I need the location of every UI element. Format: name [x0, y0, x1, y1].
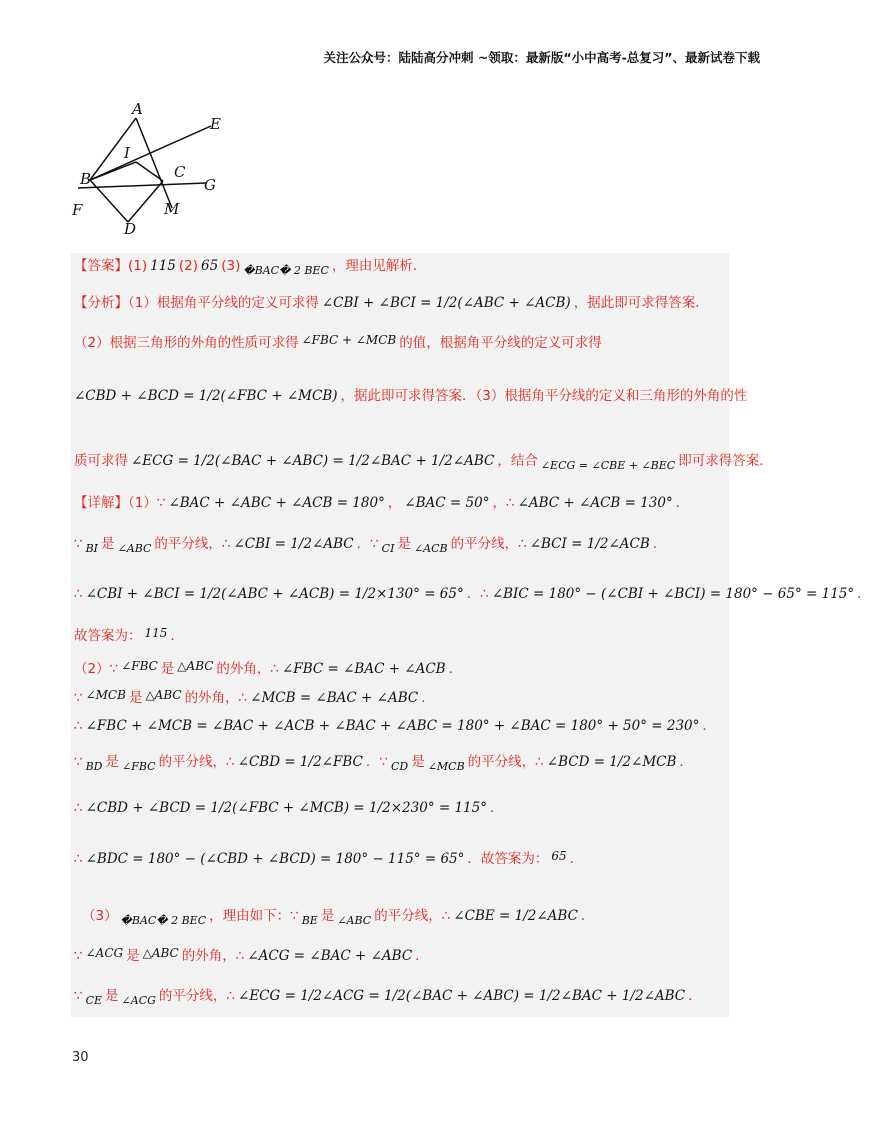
math-expression: ∠MCB [85, 687, 126, 702]
label-a: A [132, 100, 143, 118]
explanation-text: 是 [128, 690, 143, 706]
explanation-text: 是 [105, 754, 119, 770]
explanation-text: 的平分线，∴ [154, 536, 231, 552]
line-a-m [136, 118, 172, 208]
math-expression: △ABC [142, 945, 179, 960]
solution-line [74, 625, 184, 644]
explanation-text: 的外角，∴ [216, 661, 280, 677]
explanation-text: 【答案】(1) [74, 258, 148, 274]
label-m: M [164, 200, 180, 218]
solution-line [74, 332, 602, 351]
math-expression: ∠ACG [121, 994, 156, 1008]
explanation-text: 是 [320, 908, 335, 924]
explanation-text: (2) [178, 258, 199, 274]
explanation-text: ． [679, 754, 693, 770]
explanation-text: ，据此即可求得答案．（3）根据角平分线的定义和三角形的外角的性 [340, 388, 748, 404]
math-expression: ∠CBI + ∠BCI = 1/2(∠ABC + ∠ACB) = 1/2×130° = 65° [85, 586, 464, 602]
solution-line [74, 848, 584, 867]
explanation-text: ． [688, 988, 702, 1004]
label-b: B [80, 170, 92, 188]
math-expression: ∠FBC [121, 658, 158, 673]
solution-line [74, 258, 427, 278]
math-expression: ∠FBC [122, 760, 156, 774]
math-expression: ∠BIC = 180° − (∠CBI + ∠BCI) = 180° − 65° = 115° [491, 586, 855, 602]
math-expression: ∠MCB [427, 760, 465, 774]
label-e: E [210, 115, 221, 133]
math-expression: ∠CBD = 1/2∠FBC [237, 754, 363, 770]
label-i: I [124, 144, 130, 162]
math-expression: ∠CBE = 1/2∠ABC [453, 908, 578, 924]
math-expression: CI [381, 542, 395, 556]
explanation-text: 是 [101, 536, 115, 552]
solution-line [74, 720, 716, 734]
math-expression: ∠CBD + ∠BCD = 1/2(∠FBC + ∠MCB) [74, 388, 338, 404]
label-f: F [72, 201, 83, 219]
explanation-text: （2）∵ [74, 661, 119, 677]
solution-line [82, 908, 595, 928]
explanation-text: ．∴ [466, 586, 489, 602]
explanation-text: (3) [221, 258, 241, 274]
solution-line [74, 297, 709, 311]
math-expression: ∠ACG = ∠BAC + ∠ABC [247, 948, 413, 964]
math-expression: △ABC [177, 658, 214, 673]
math-expression: BI [85, 542, 99, 556]
math-expression: ∠ACG [85, 945, 124, 960]
solution-line [74, 658, 463, 677]
explanation-text: 的平分线，∴ [158, 988, 236, 1004]
line-d-c [128, 181, 163, 222]
explanation-text: ． [421, 690, 435, 706]
label-g: G [204, 176, 216, 194]
explanation-text: ，据此即可求得答案． [573, 295, 709, 311]
explanation-text: ∴ [74, 800, 83, 816]
solution-line [74, 988, 702, 1008]
math-expression: ∠BAC + ∠ABC + ∠ACB = 180° [168, 495, 385, 511]
explanation-text: ．∵ [356, 536, 379, 552]
explanation-text: ． [675, 495, 690, 511]
math-expression: ∠CBI = 1/2∠ABC [233, 536, 354, 552]
explanation-text: ∴ [74, 586, 83, 602]
label-c: C [174, 163, 186, 181]
explanation-text: 故答案为： [74, 628, 142, 644]
explanation-text: ． [489, 800, 504, 816]
solution-line [74, 945, 429, 964]
math-expression: ∠FBC = ∠BAC + ∠ACB [282, 661, 446, 677]
page-header: 关注公众号：陆陆高分冲刺 ~领取：最新版“小中高考-总复习”、最新试卷下载 [323, 50, 760, 65]
explanation-text: 的外角，∴ [181, 948, 245, 964]
explanation-text: ∴ [74, 851, 83, 867]
solution-line [74, 687, 435, 706]
explanation-text: ， [387, 495, 402, 511]
explanation-text: ，∴ [492, 495, 515, 511]
label-d: D [124, 220, 137, 238]
explanation-text: 的值，根据角平分线的定义可求得 [399, 335, 602, 351]
solution-line [74, 390, 747, 404]
explanation-text: 【详解】（1）∵ [74, 495, 166, 511]
math-expression: CE [85, 994, 103, 1008]
explanation-text: ． [569, 851, 584, 867]
explanation-text: 质可求得 [74, 453, 128, 469]
explanation-text: ，结合 [497, 453, 538, 469]
explanation-text: ∴ [74, 718, 83, 734]
explanation-text: 的平分线，∴ [450, 536, 527, 552]
math-expression: 65 [551, 848, 567, 863]
math-expression: △ABC [145, 687, 182, 702]
explanation-text: ． [448, 661, 463, 677]
explanation-text: 是 [411, 754, 425, 770]
page-number: 30 [72, 1050, 89, 1065]
math-expression: ∠BCI = 1/2∠ACB [529, 536, 650, 552]
solution-line [74, 453, 773, 473]
explanation-text: 即可求得答案． [678, 453, 773, 469]
math-expression: BD [85, 760, 103, 774]
math-expression: 115 [144, 625, 168, 640]
math-expression: ∠ECG = ∠CBE + ∠BEC [540, 459, 676, 473]
math-expression: ∠BAC = 50° [404, 495, 490, 511]
solution-line [74, 802, 503, 816]
math-expression: ∠BCD = 1/2∠MCB [546, 754, 677, 770]
math-expression: �BAC� 2 BEC [120, 914, 207, 928]
explanation-text: （2）根据三角形的外角的性质可求得 [74, 335, 299, 351]
explanation-text: ．故答案为： [467, 851, 549, 867]
math-expression: ∠CBI + ∠BCI = 1/2(∠ABC + ∠ACB) [321, 295, 571, 311]
explanation-text: ． [580, 908, 595, 924]
explanation-text: 是 [126, 948, 140, 964]
explanation-text: ． [170, 628, 184, 644]
explanation-text: 的平分线，∴ [467, 754, 544, 770]
math-expression: ∠ACB [413, 542, 448, 556]
explanation-text: ． [652, 536, 667, 552]
explanation-text: ∵ [74, 948, 83, 964]
math-expression: ∠ABC [117, 542, 152, 556]
explanation-text: ∵ [74, 690, 83, 706]
math-expression: BE [301, 914, 318, 928]
explanation-text: ∵ [74, 754, 83, 770]
explanation-text: ，理由如下：∵ [209, 908, 299, 924]
explanation-text: ． [702, 718, 716, 734]
math-expression: ∠CBD + ∠BCD = 1/2(∠FBC + ∠MCB) = 1/2×230° = 115° [85, 800, 487, 816]
math-expression: ∠ECG = 1/2(∠BAC + ∠ABC) = 1/2∠BAC + 1/2∠ABC [131, 453, 495, 469]
explanation-text: ∵ [74, 536, 83, 552]
solution-line [74, 497, 689, 511]
math-expression: 115 [150, 258, 176, 274]
solution-line [74, 536, 667, 556]
math-expression: ∠FBC + ∠MCB [301, 332, 397, 347]
math-expression: ∠MCB = ∠BAC + ∠ABC [250, 690, 419, 706]
explanation-text: 【分析】（1）根据角平分线的定义可求得 [74, 295, 319, 311]
explanation-text: 的平分线，∴ [374, 908, 451, 924]
geometry-figure [66, 100, 236, 240]
explanation-text: 是 [105, 988, 119, 1004]
math-expression: ∠ABC + ∠ACB = 130° [517, 495, 673, 511]
line-i-c [136, 162, 163, 181]
explanation-text: 的外角，∴ [184, 690, 248, 706]
explanation-text: 的平分线，∴ [158, 754, 235, 770]
math-expression: 65 [201, 258, 219, 274]
math-expression: ∠BDC = 180° − (∠CBD + ∠BCD) = 180° − 115° = 65° [85, 851, 465, 867]
explanation-text: ，理由见解析． [331, 258, 427, 274]
explanation-text: 是 [160, 661, 175, 677]
explanation-text: （3） [82, 908, 118, 924]
math-expression: CD [390, 760, 409, 774]
math-expression: ∠FBC + ∠MCB = ∠BAC + ∠ACB + ∠BAC + ∠ABC = 180° + ∠BAC = 180° + 50° = 230° [85, 718, 700, 734]
math-expression: ∠ABC [337, 914, 372, 928]
math-expression: �BAC� 2 BEC [243, 264, 329, 278]
explanation-text: 是 [397, 536, 411, 552]
math-expression: ∠ECG = 1/2∠ACG = 1/2(∠BAC + ∠ABC) = 1/2∠BAC + 1/2∠ABC [238, 988, 686, 1004]
solution-line [74, 588, 871, 602]
solution-line [74, 754, 693, 774]
explanation-text: ． [415, 948, 429, 964]
explanation-text: ∵ [74, 988, 83, 1004]
explanation-text: ． [857, 586, 871, 602]
explanation-text: ．∵ [365, 754, 388, 770]
